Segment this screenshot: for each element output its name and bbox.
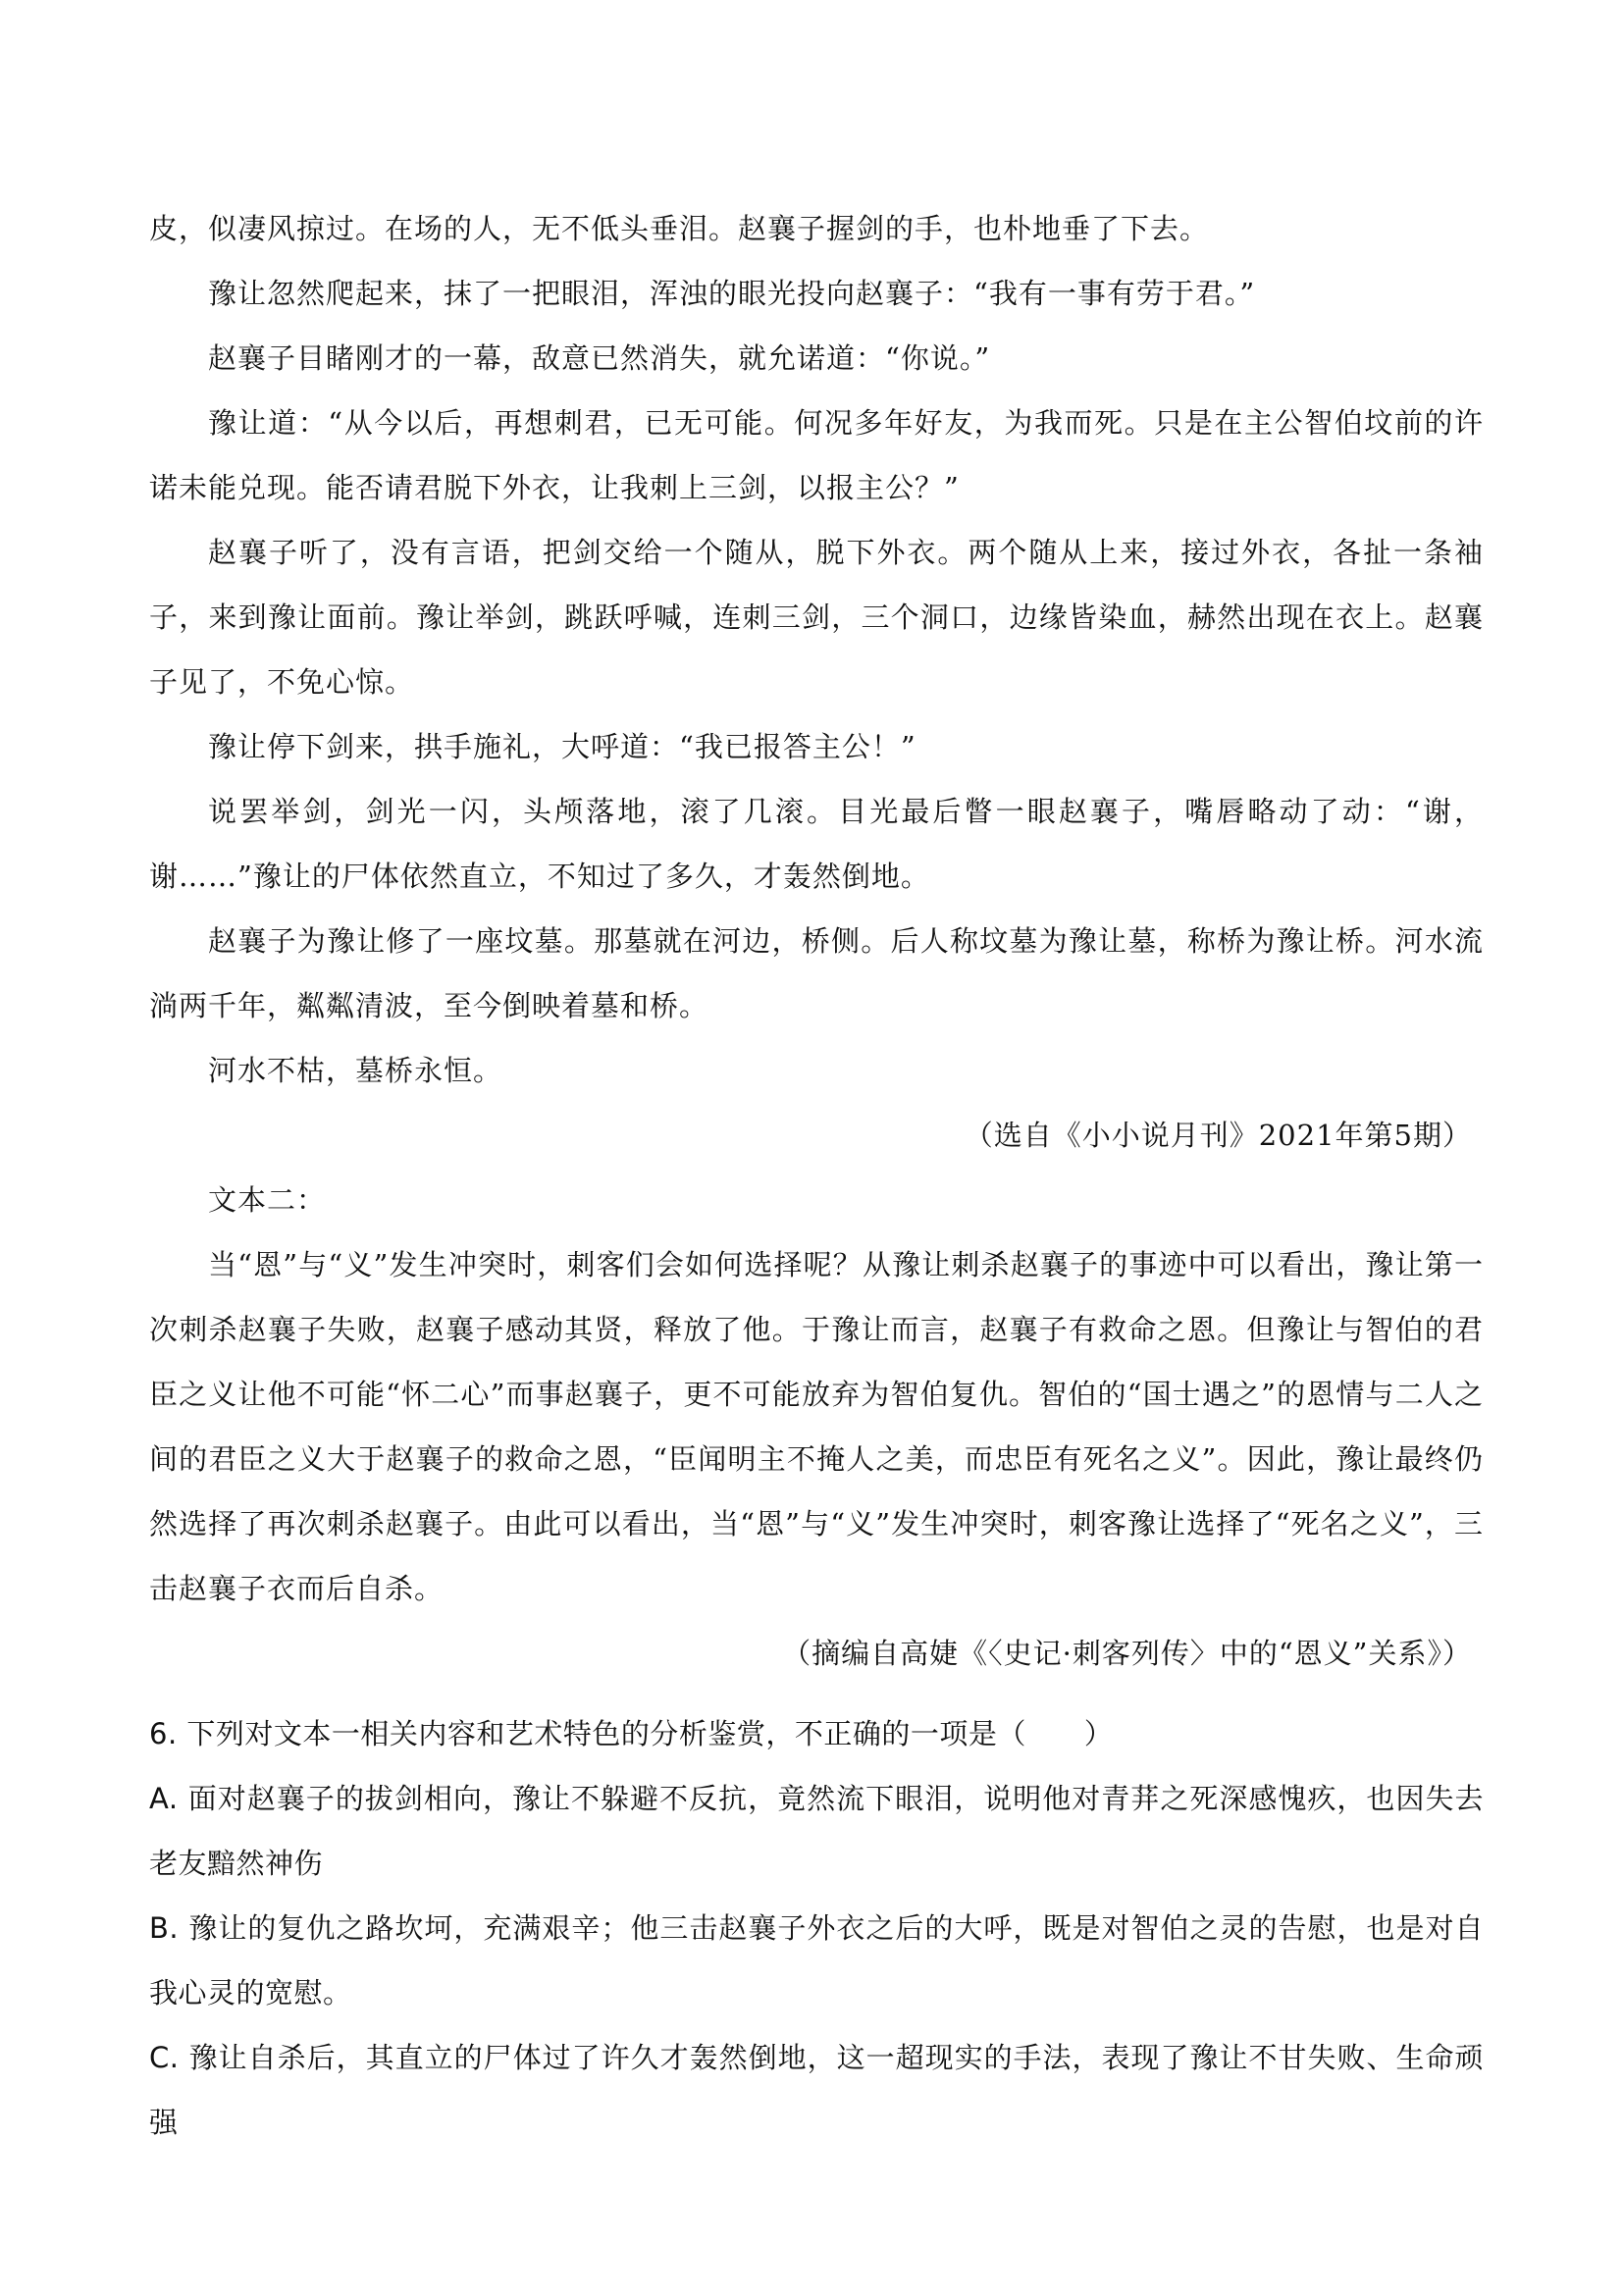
passage-two-source: （摘编自高婕《〈史记·刺客列传〉中的“恩义”关系》）	[782, 1637, 1472, 1670]
passage-one-source: （选自《小小说月刊》2021年第5期）	[964, 1119, 1472, 1152]
option-c: C. 豫让自杀后，其直立的尸体过了许久才轰然倒地，这一超现实的手法，表现了豫让不甘失败、生命顽强	[149, 2041, 1485, 2139]
option-a: A. 面对赵襄子的拔剑相向，豫让不躲避不反抗，竟然流下眼泪，说明他对青荓之死深感愧疚，也因失去老友黯然神伤	[149, 1782, 1484, 1880]
passage-one-paragraph: 赵襄子为豫让修了一座坟墓。那墓就在河边，桥侧。后人称坟墓为豫让墓，称桥为豫让桥。河水流淌两千年，粼粼清波，至今倒映着墓和桥。	[149, 924, 1484, 1022]
passage-two-label: 文本二：	[208, 1183, 327, 1217]
passage-one	[149, 196, 1484, 1686]
passage-one-paragraph: 豫让忽然爬起来，抹了一把眼泪，浑浊的眼光投向赵襄子：“我有一事有劳于君。”	[208, 277, 1256, 310]
passage-one-paragraph: 说罢举剑，剑光一闪，头颅落地，滚了几滚。目光最后瞥一眼赵襄子，嘴唇略动了动：“谢，谢……”豫让的尸体依然直立，不知过了多久，才轰然倒地。	[149, 795, 1484, 893]
passage-one-paragraph: 皮，似凄风掠过。在场的人，无不低头垂泪。赵襄子握剑的手，也朴地垂了下去。	[149, 212, 1210, 245]
question-stem: 6. 下列对文本一相关内容和艺术特色的分析鉴赏，不正确的一项是（ ）	[149, 1717, 1114, 1750]
passage-one-paragraph: 豫让道：“从今以后，再想刺君，已无可能。何况多年好友，为我而死。只是在主公智伯坟前的许诺未能兑现。能否请君脱下外衣，让我刺上三剑，以报主公？”	[149, 406, 1484, 504]
passage-one-paragraph: 赵襄子听了，没有言语，把剑交给一个随从，脱下外衣。两个随从上来，接过外衣，各扯一条袖子，来到豫让面前。豫让举剑，跳跃呼喊，连刺三剑，三个洞口，边缘皆染血，赫然出现在衣上。赵襄子见了，不免心惊。	[149, 536, 1484, 699]
question-six	[149, 1701, 1484, 2155]
passage-one-paragraph: 赵襄子目睹刚才的一幕，敌意已然消失，就允诺道：“你说。”	[208, 341, 991, 375]
passage-one-paragraph: 河水不枯，墓桥永恒。	[208, 1054, 503, 1087]
passage-one-paragraph: 豫让停下剑来，拱手施礼，大呼道：“我已报答主公！”	[208, 730, 916, 763]
option-b: B. 豫让的复仇之路坎坷，充满艰辛；他三击赵襄子外衣之后的大呼，既是对智伯之灵的告慰，也是对自我心灵的宽慰。	[149, 1911, 1484, 2009]
passage-two-body: 当“恩”与“义”发生冲突时，刺客们会如何选择呢？从豫让刺杀赵襄子的事迹中可以看出，豫让第一次刺杀赵襄子失败，赵襄子感动其贤，释放了他。于豫让而言，赵襄子有救命之恩。但豫让与智伯的君臣之义让他不可能“怀二心”而事赵襄子，更不可能放弃为智伯复仇。智伯的“国士遇之”的恩情与二人之间的君臣之义大于赵襄子的救命之恩，“臣闻明主不掩人之美，而忠臣有死名之义”。因此，豫让最终仍然选择了再次刺杀赵襄子。由此可以看出，当“恩”与“义”发生冲突时，刺客豫让选择了“死名之义”，三击赵襄子衣而后自杀。	[149, 1248, 1484, 1605]
